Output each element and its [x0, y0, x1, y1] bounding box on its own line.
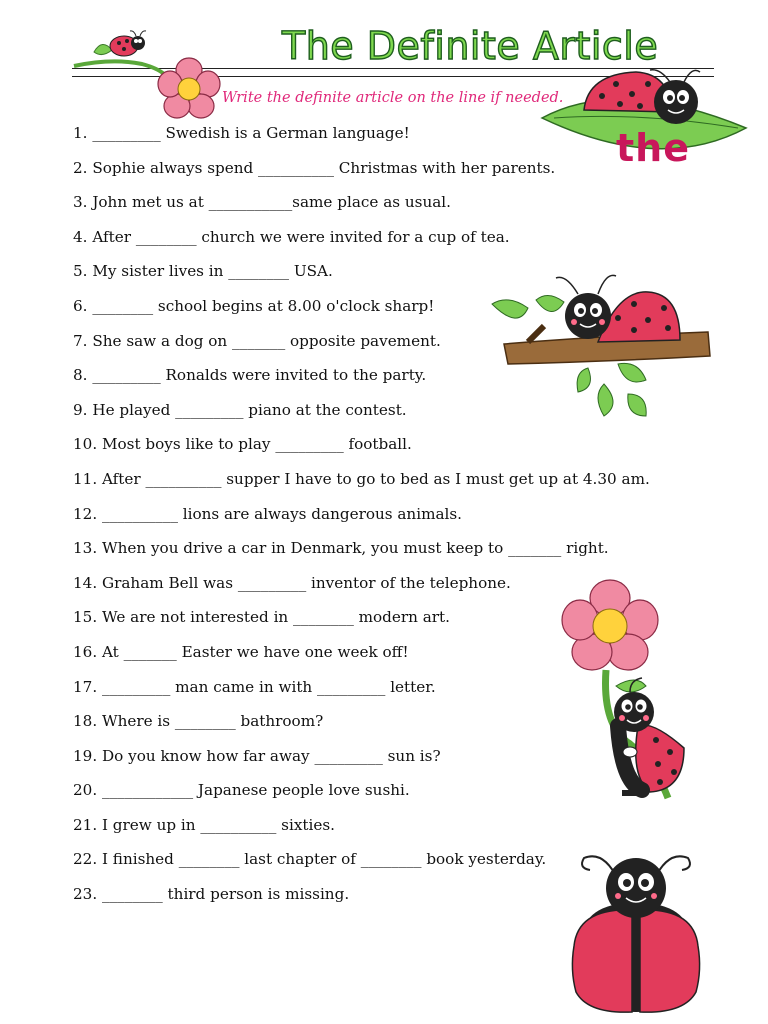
question-16: 16. At _______ Easter we have one week off!: [73, 642, 409, 661]
question-7: 7. She saw a dog on _______ opposite pavement.: [73, 331, 441, 350]
question-21: 21. I grew up in __________ sixties.: [73, 815, 335, 834]
big-ladybug-illustration: [568, 836, 704, 1016]
badge-word-the: the: [616, 126, 690, 170]
question-15: 15. We are not interested in ________ modern art.: [73, 608, 450, 627]
question-18: 18. Where is ________ bathroom?: [73, 712, 324, 731]
flower-illustration: [156, 56, 222, 122]
question-3: 3. John met us at ___________same place as usual.: [73, 193, 451, 212]
question-10: 10. Most boys like to play _________ football.: [73, 435, 412, 454]
ladybug-on-branch-illustration: [488, 264, 714, 428]
instruction-text: Write the definite article on the line if needed.: [222, 90, 564, 106]
question-22: 22. I finished ________ last chapter of ________ book yesterday.: [73, 850, 547, 869]
question-9: 9. He played _________ piano at the contest.: [73, 400, 407, 419]
question-6: 6. ________ school begins at 8.00 o'clock sharp!: [73, 296, 435, 315]
question-5: 5. My sister lives in ________ USA.: [73, 262, 333, 281]
question-20: 20. ____________ Japanese people love sushi.: [73, 781, 410, 800]
question-14: 14. Graham Bell was _________ inventor of the telephone.: [73, 573, 511, 592]
question-12: 12. __________ lions are always dangerous animals.: [73, 504, 463, 523]
question-13: 13. When you drive a car in Denmark, you must keep to _______ right.: [73, 539, 609, 558]
question-23: 23. ________ third person is missing.: [73, 885, 350, 904]
question-19: 19. Do you know how far away _________ sun is?: [73, 746, 441, 765]
ladybug-holding-flower-illustration: [560, 576, 690, 808]
worksheet-title: The Definite Article: [282, 24, 659, 68]
question-1: 1. _________ Swedish is a German language!: [73, 124, 410, 142]
question-4: 4. After ________ church we were invited for a cup of tea.: [73, 227, 510, 246]
question-2: 2. Sophie always spend __________ Christmas with her parents.: [73, 158, 556, 177]
question-11: 11. After __________ supper I have to go to bed as I must get up at 4.30 am.: [73, 469, 650, 488]
question-17: 17. _________ man came in with _________ letter.: [73, 677, 436, 696]
question-8: 8. _________ Ronalds were invited to the party.: [73, 366, 427, 385]
